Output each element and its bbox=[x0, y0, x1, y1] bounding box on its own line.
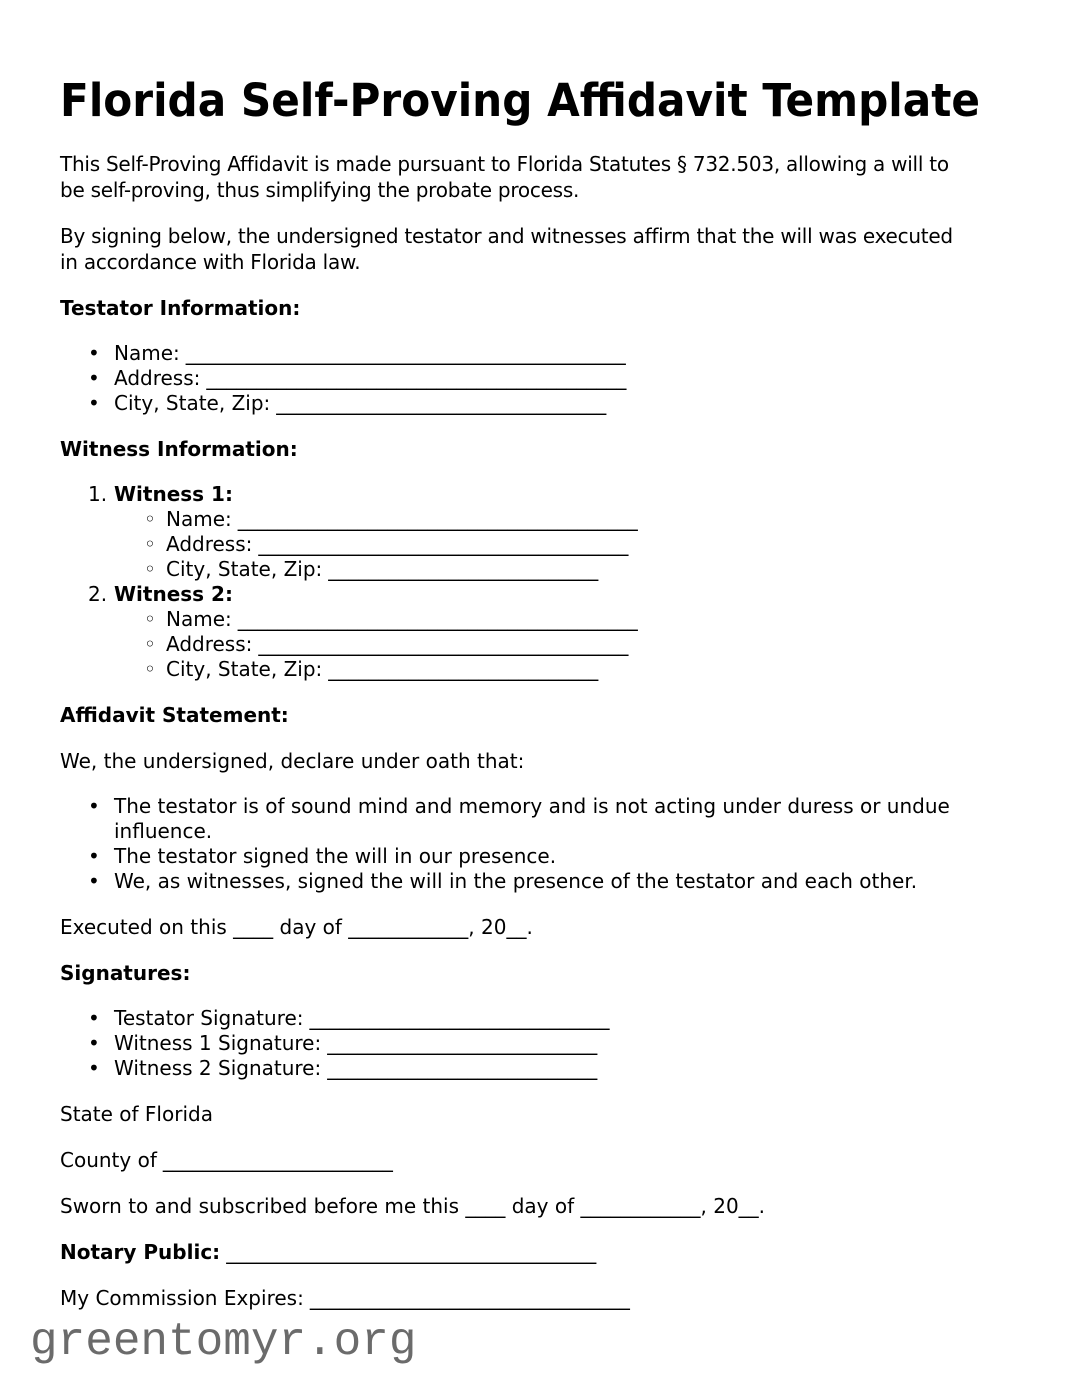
witness-1-title-row bbox=[60, 482, 1018, 507]
notary-public-label: Notary Public: bbox=[60, 1240, 221, 1264]
bullet-icon: • bbox=[88, 794, 100, 818]
witness-1-signature-row bbox=[60, 1031, 1018, 1056]
circle-bullet-icon: ◦ bbox=[144, 507, 156, 531]
county-label: County of bbox=[60, 1148, 157, 1172]
fill-in-blank: _____________________________________ bbox=[226, 1240, 597, 1264]
statement-text: The testator is of sound mind and memory and is not acting under duress or undue influence. bbox=[114, 794, 950, 843]
testator-address-row bbox=[60, 366, 1018, 391]
circle-bullet-icon: ◦ bbox=[144, 557, 156, 581]
signature-line: ___________________________ bbox=[327, 1056, 598, 1080]
fill-in-blank: ________________________________________ bbox=[237, 607, 638, 631]
commission-label: My Commission Expires: bbox=[60, 1286, 304, 1310]
bullet-icon: • bbox=[88, 341, 100, 365]
signatures-list bbox=[60, 1006, 1018, 1081]
witness-2-address-row bbox=[60, 632, 1018, 657]
statement-row-2 bbox=[60, 844, 1018, 869]
circle-bullet-icon: ◦ bbox=[144, 607, 156, 631]
testator-info-heading: Testator Information: bbox=[60, 296, 301, 320]
fill-in-blank: ___________________________ bbox=[328, 557, 599, 581]
bullet-icon: • bbox=[88, 1006, 100, 1030]
bullet-icon: • bbox=[88, 391, 100, 415]
field-label: Witness 2 Signature: bbox=[114, 1056, 322, 1080]
signature-line: ______________________________ bbox=[309, 1006, 610, 1030]
bullet-icon: • bbox=[88, 844, 100, 868]
field-label: City, State, Zip: bbox=[114, 391, 271, 415]
page-title-text: Florida Self-Proving Affidavit Template bbox=[60, 74, 980, 127]
fill-in-blank: ___________________________ bbox=[328, 657, 599, 681]
affidavit-statement-heading: Affidavit Statement: bbox=[60, 703, 289, 727]
field-label: Name: bbox=[166, 507, 232, 531]
circle-bullet-icon: ◦ bbox=[144, 632, 156, 656]
witness-2-title-row bbox=[60, 582, 1018, 607]
testator-city-state-zip-row bbox=[60, 391, 1018, 416]
witness-1-name-row bbox=[60, 507, 1018, 532]
witness-1-item bbox=[60, 482, 1018, 582]
field-label: Address: bbox=[166, 532, 253, 556]
affidavit-lead: We, the undersigned, declare under oath that: bbox=[60, 749, 525, 773]
field-label: City, State, Zip: bbox=[166, 657, 323, 681]
witness-2-signature-row bbox=[60, 1056, 1018, 1081]
statement-row-3 bbox=[60, 869, 1018, 894]
testator-signature-row bbox=[60, 1006, 1018, 1031]
field-label: Address: bbox=[166, 632, 253, 656]
executed-date-line: Executed on this ____ day of ____________, 20__. bbox=[60, 915, 533, 939]
affidavit-statements-list bbox=[60, 794, 1018, 894]
notary-public-line bbox=[60, 1239, 1018, 1265]
circle-bullet-icon: ◦ bbox=[144, 657, 156, 681]
list-number: 1. bbox=[88, 482, 108, 506]
witness-1-city-state-zip-row bbox=[60, 557, 1018, 582]
testator-name-field bbox=[114, 341, 1018, 366]
intro-1-line-1: This Self-Proving Affidavit is made pursuant to Florida Statutes § 732.503, allowing a will to bbox=[60, 152, 949, 176]
testator-city-state-zip-field bbox=[114, 391, 1018, 416]
page-title bbox=[60, 75, 1018, 127]
commission-expires-line bbox=[60, 1285, 1018, 1311]
fill-in-blank: _____________________________________ bbox=[258, 632, 629, 656]
field-label: Name: bbox=[166, 607, 232, 631]
witness-2-title: Witness 2: bbox=[114, 582, 233, 606]
bullet-icon: • bbox=[88, 869, 100, 893]
fill-in-blank: __________________________________________ bbox=[206, 366, 627, 390]
field-label: Testator Signature: bbox=[114, 1006, 304, 1030]
testator-address-field bbox=[114, 366, 1018, 391]
testator-name-row bbox=[60, 341, 1018, 366]
witness-2-city-state-zip-row bbox=[60, 657, 1018, 682]
fill-in-blank: _____________________________________ bbox=[258, 532, 629, 556]
witness-info-heading: Witness Information: bbox=[60, 437, 298, 461]
statement-text: The testator signed the will in our presence. bbox=[114, 844, 557, 868]
fill-in-blank: ________________________________________ bbox=[237, 507, 638, 531]
state-line: State of Florida bbox=[60, 1102, 213, 1126]
statement-row-1 bbox=[60, 794, 1018, 844]
intro-1-line-2: be self-proving, thus simplifying the probate process. bbox=[60, 178, 580, 202]
bullet-icon: • bbox=[88, 1056, 100, 1080]
fill-in-blank: ________________________________ bbox=[309, 1286, 630, 1310]
witness-1-title: Witness 1: bbox=[114, 482, 233, 506]
witness-list bbox=[60, 482, 1018, 682]
intro-paragraph-2 bbox=[60, 223, 1018, 275]
signatures-heading: Signatures: bbox=[60, 961, 191, 985]
field-label: Witness 1 Signature: bbox=[114, 1031, 322, 1055]
field-label: Name: bbox=[114, 341, 180, 365]
witness-1-address-row bbox=[60, 532, 1018, 557]
watermark: greentomyr.org bbox=[30, 1316, 417, 1368]
circle-bullet-icon: ◦ bbox=[144, 532, 156, 556]
field-label: Address: bbox=[114, 366, 201, 390]
fill-in-blank: ____________________________________________ bbox=[185, 341, 626, 365]
list-number: 2. bbox=[88, 582, 108, 606]
witness-2-item bbox=[60, 582, 1018, 682]
intro-2-line-2: in accordance with Florida law. bbox=[60, 250, 361, 274]
witness-2-name-row bbox=[60, 607, 1018, 632]
testator-fields-list bbox=[60, 341, 1018, 416]
fill-in-blank: _________________________________ bbox=[276, 391, 607, 415]
statement-text: We, as witnesses, signed the will in the presence of the testator and each other. bbox=[114, 869, 918, 893]
county-line bbox=[60, 1147, 1018, 1173]
field-label: City, State, Zip: bbox=[166, 557, 323, 581]
bullet-icon: • bbox=[88, 366, 100, 390]
intro-2-line-1: By signing below, the undersigned testator and witnesses affirm that the will was executed bbox=[60, 224, 953, 248]
fill-in-blank: _______________________ bbox=[162, 1148, 393, 1172]
intro-paragraph-1 bbox=[60, 151, 1018, 203]
sworn-line: Sworn to and subscribed before me this ____ day of ____________, 20__. bbox=[60, 1194, 766, 1218]
signature-line: ___________________________ bbox=[327, 1031, 598, 1055]
bullet-icon: • bbox=[88, 1031, 100, 1055]
